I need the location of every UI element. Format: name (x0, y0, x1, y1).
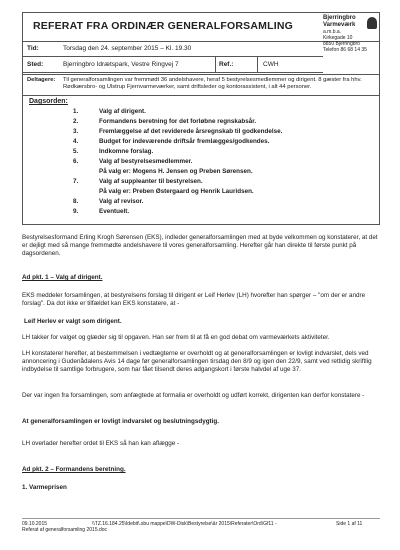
footer-path: \\TZ.16.184.25\Idebit\.sbu mappe\DW-Disk\Bestyrelse\år 2015\Referater\Ord\Gf11 - (92, 521, 277, 527)
participants-value: Til generalforsamlingen var fremmødt 36 andelshavere, heraf 5 bestyrelsesmedlemmer og dirigent. 8 gæster fra hhv. Rødkærsbro- og Ulstrup Fjernvarmeværker, samt driftsleder og kontorassistent, i alt 44 personer. (63, 77, 362, 90)
document-title: REFERAT FRA ORDINÆR GENERALFORSAMLING (33, 20, 293, 32)
footer-docname: Referat af generalforsamling 2015.doc (22, 527, 108, 533)
place-value: Bjerringbro Idrætspark, Vestre Ringvej 7 (63, 61, 179, 68)
time-row (23, 41, 323, 57)
intro-paragraph: Bestyrelsesformand Erling Krogh Sørensen (EKS), indleder generalforsamlingen med at byde velkommen og konstaterer, at det er dejligt med så mange fremmødte andelshavere til vores generalforsamling. Herefter går han direkte til første punkt på dagsordenen. (22, 234, 378, 257)
participants-row (23, 74, 379, 95)
ref-label: Ref.: (219, 61, 234, 68)
divider (257, 57, 258, 72)
participants-label: Deltagere: (27, 77, 56, 83)
agenda-box: Dagsorden: 1. Valg af dirigent. 2. Formandens beretning for det forløbne regnskabsår. 3. Fremlæggelse af det reviderede årsregnskab til godkendelse. 4. Budget for indeværende driftsår fremlægges/godkendes. 5. Indkomne forslag. 6. Valg af bestyrelsesmedlemmer. På valg er: Mogens H. Jensen og Preben Sørensen. 7. Valg af suppleanter til bestyrelsen. På valg er: Preben Østergaard og Henrik Lauridsen. 8. Valg af revisor. 9. Eventuelt. (22, 94, 380, 225)
ref-value: CWH (263, 61, 279, 68)
time-label: Tid: (27, 45, 39, 52)
pkt2-subheading: 1. Varmeprisen (22, 484, 67, 491)
footer-date: 09.10.2015 (22, 521, 48, 527)
company-logo (323, 15, 379, 55)
header-box (22, 12, 380, 96)
place-label: Sted: (27, 61, 44, 68)
pkt1-paragraph: Der var ingen fra forsamlingen, som anfægtede at formalia er overholdt og udført korrekt, dirigenten kan derfor konstatere - (22, 392, 365, 399)
agenda-title: Dagsorden: (29, 98, 68, 105)
logo-line: Kirkegade 10 (323, 35, 353, 41)
footer-page: Side 1 af 11 (336, 521, 363, 527)
pkt1-paragraph: LH overlader herefter ordet til EKS så han kan aflægge - (22, 440, 180, 447)
logo-line: 8850 Bjerringbro (323, 41, 360, 47)
pkt1-elected: Leif Herlev er valgt som dirigent. (24, 318, 122, 325)
section-heading-pkt2: Ad pkt. 2 – Formandens beretning. (22, 466, 126, 473)
place-row (23, 57, 323, 73)
pkt1-conclusion: At generalforsamlingen er lovligt indvarslet og beslutningsdygtig. (22, 418, 219, 425)
footer-rule (22, 518, 380, 519)
flame-icon (367, 17, 377, 29)
divider (215, 57, 216, 72)
pkt1-paragraph: LH takker for valget og glæder sig til opgaven. Han ser frem til at få en god debat om varmeværkets aktiviteter. (22, 334, 330, 341)
logo-line: a.m.b.a. (323, 29, 342, 35)
pkt1-paragraph: EKS meddeler forsamlingen, at bestyrelsens forslag til dirigent er Leif Herlev (LH) hvorefter han spørger – "om der er andre forslag". Da dot ikke er tilfældet kan EKS konstatere, at - (22, 292, 366, 307)
time-value: Torsdag den 24. september 2015 – Kl. 19.30 (63, 45, 192, 52)
logo-name: Bjerringbro Varmeværk (323, 15, 356, 28)
pkt1-paragraph: LH konstaterer herefter, at bestemmelsen i vedtægterne er overholdt og at generalforsamlingen er lovligt indvarslet, dels ved annoncering i Gudenådalens Avis 14 dage før generalforsamlingen tirsdag den 8/9 og igen den 22/9, samt ved rettidig skriftlig indbydelse til samtlige forbrugere, som har fået tilsendt deres adgangskort i første halvdel af uge 37. (22, 350, 372, 373)
logo-line: Telefon 86 68 14 35 (323, 47, 367, 53)
section-heading-pkt1: Ad pkt. 1 – Valg af dirigent. (22, 274, 103, 281)
